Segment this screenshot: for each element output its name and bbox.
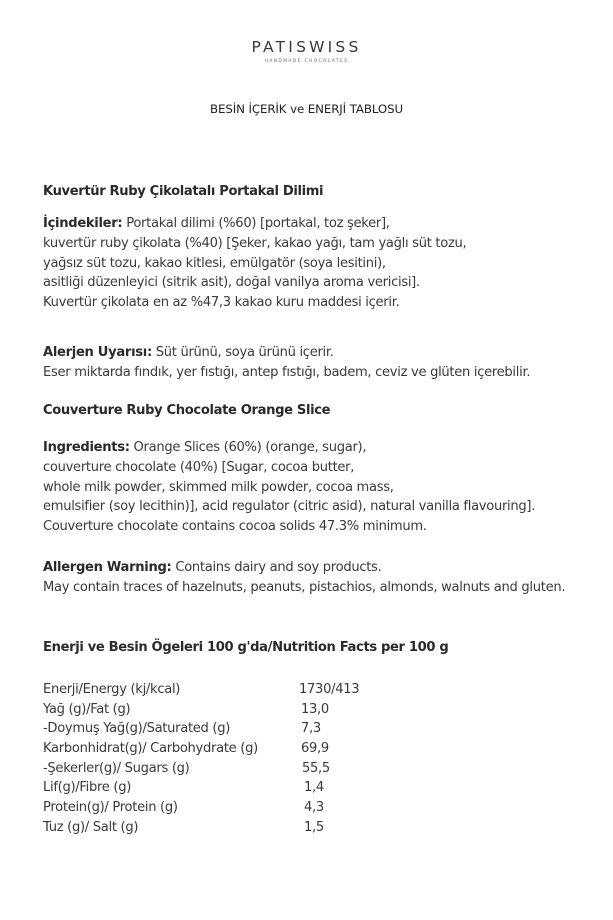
en-ingredients-text: Orange Slices (60%) (orange, sugar), (129, 440, 367, 455)
tr-allergen-label: Alerjen Uyarısı: (43, 345, 152, 360)
tr-ingredients-line: Kuvertür çikolata en az %47,3 kakao kuru maddesi içerir. (43, 295, 400, 311)
tr-product-name-block (43, 182, 608, 202)
en-ingredients-line (43, 438, 608, 458)
en-ingredients-line: couverture chocolate (40%) [Sugar, cocoa butter, (43, 459, 355, 475)
tr-ingredients-label: İçindekiler: (43, 216, 123, 231)
nutrition-label: -Doymuş Yağ(g)/Saturated (g) (43, 721, 231, 737)
nutrition-value: 69,9 (301, 741, 329, 757)
nutrition-value: 1,5 (304, 819, 324, 835)
en-ingredients-label: Ingredients: (43, 440, 130, 455)
en-product-name-block (43, 401, 608, 421)
tr-ingredients-text: Portakal dilimi (%60) [portakal, toz şeker], (122, 216, 390, 231)
nutrition-label: Enerji/Energy (kj/kcal) (43, 682, 181, 697)
document-title: BESİN İÇERİK ve ENERJİ TABLOSU (209, 102, 404, 116)
brand-tagline: HANDMADE CHOCOLATES (264, 59, 349, 64)
nutrition-value: 1,4 (304, 780, 324, 796)
en-ingredients-line: whole milk powder, skimmed milk powder, cocoa mass, (43, 479, 394, 495)
nutrition-label: Protein(g)/ Protein (g) (43, 800, 178, 816)
nutrition-value: 1730/413 (299, 682, 360, 697)
en-allergen-text: Contains dairy and soy products. (171, 560, 382, 575)
nutrition-label: Karbonhidrat(g)/ Carbohydrate (g) (43, 741, 258, 757)
tr-allergen-block (43, 343, 608, 383)
en-allergen-line: May contain traces of hazelnuts, peanuts, pistachios, almonds, walnuts and gluten. (43, 579, 566, 595)
nutrition-label: Tuz (g)/ Salt (g) (43, 819, 139, 835)
tr-ingredients-line: kuvertür ruby çikolata (%40) [Şeker, kakao yağı, tam yağlı süt tozu, (43, 235, 467, 251)
nutrition-value: 55,5 (302, 760, 330, 776)
en-ingredients-block (43, 438, 608, 537)
nutrition-label: Lif(g)/Fibre (g) (43, 780, 132, 796)
nutrition-value: 7,3 (301, 721, 321, 737)
nutrition-value: 4,3 (304, 800, 324, 816)
tr-product-name: Kuvertür Ruby Çikolatalı Portakal Dilimi (43, 184, 324, 199)
tr-ingredients-block (43, 214, 608, 313)
tr-allergen-text: Süt ürünü, soya ürünü içerir. (151, 345, 334, 360)
tr-ingredients-line: yağsız süt tozu, kakao kitlesi, emülgatör (soya lesitini), (43, 255, 386, 271)
nutrition-value: 13,0 (301, 701, 329, 717)
tr-ingredients-line: asitliği düzenleyici (sitrik asit), doğal vanilya aroma vericisi]. (43, 275, 420, 291)
tr-allergen-line (43, 343, 608, 363)
brand-name: PATISWISS (251, 38, 362, 56)
en-allergen-line (43, 558, 608, 578)
brand-logo (0, 38, 613, 64)
en-allergen-label: Allergen Warning: (43, 560, 172, 575)
nutrition-heading: Enerji ve Besin Ögeleri 100 g'da/Nutrition Facts per 100 g (43, 640, 449, 655)
en-product-name: Couverture Ruby Chocolate Orange Slice (43, 403, 331, 418)
en-ingredients-line: emulsifier (soy lecithin)], acid regulator (citric asid), natural vanilla flavouring]. (43, 499, 536, 515)
nutrition-heading-block (43, 638, 608, 658)
nutrition-label: Yağ (g)/Fat (g) (43, 701, 131, 717)
nutrition-label: -Şekerler(g)/ Sugars (g) (43, 760, 190, 776)
en-allergen-block (43, 558, 608, 598)
en-ingredients-line: Couverture chocolate contains cocoa solids 47.3% minimum. (43, 519, 427, 535)
tr-allergen-line: Eser miktarda fındık, yer fıstığı, antep fıstığı, badem, ceviz ve glüten içerebilir. (43, 364, 531, 380)
tr-ingredients-line (43, 214, 608, 234)
